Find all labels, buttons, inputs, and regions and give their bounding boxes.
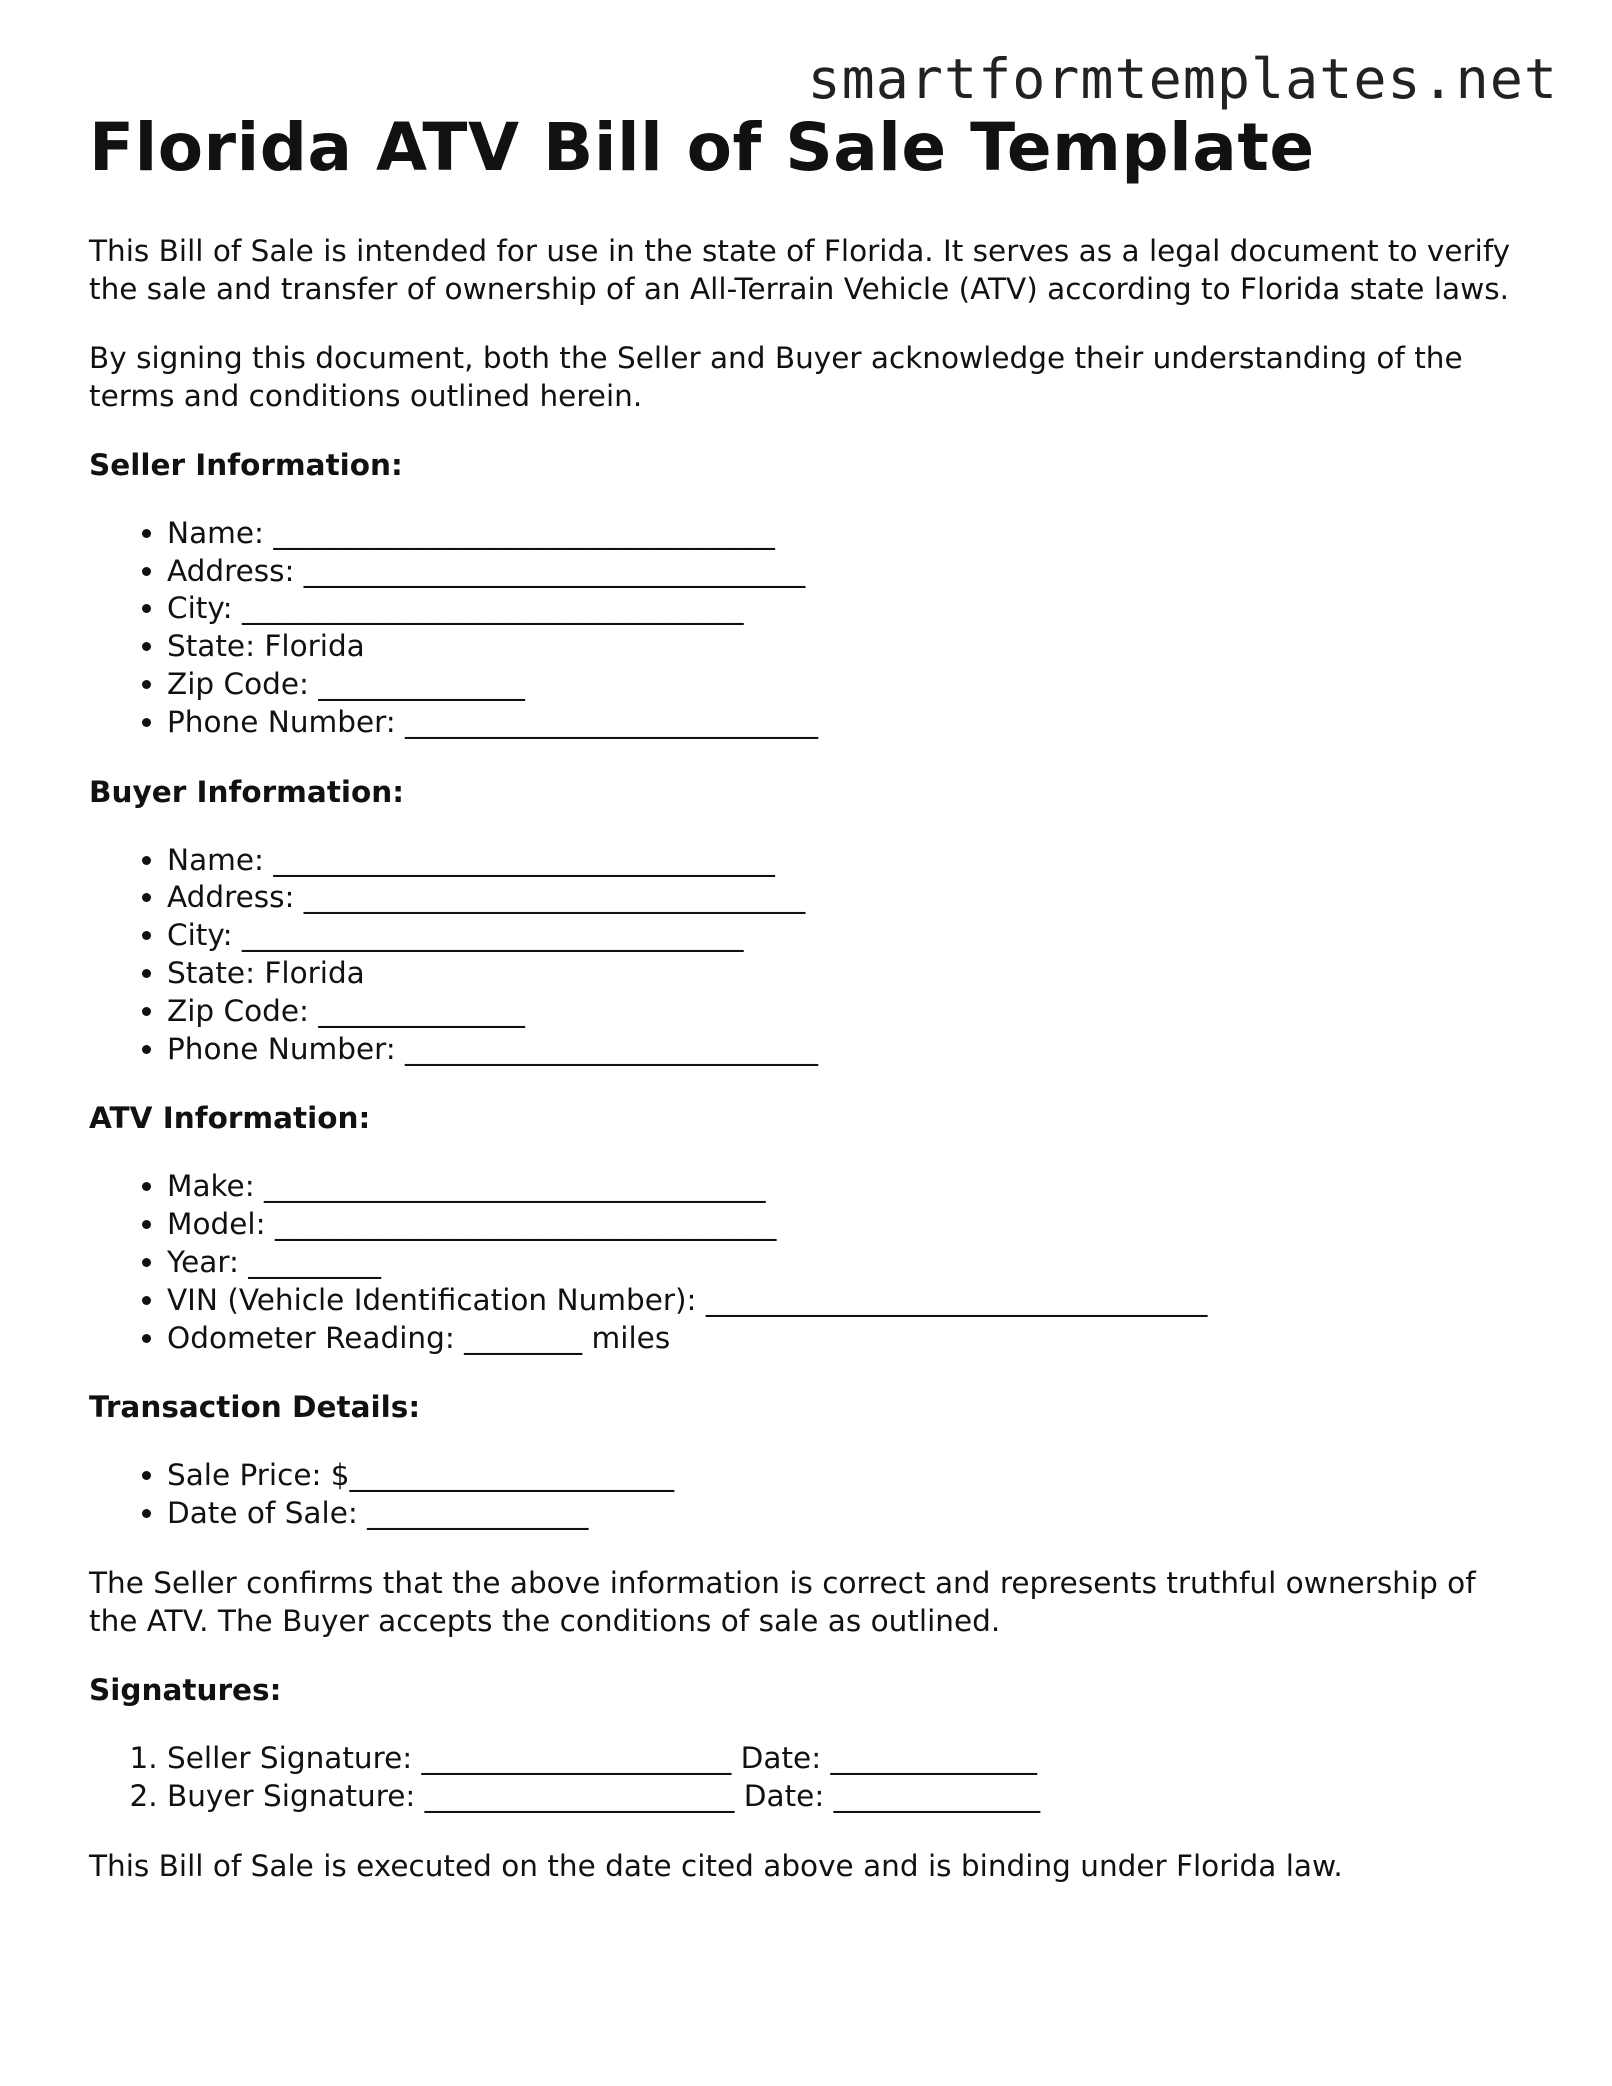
sale-price-field: • Sale Price: $______________________ (167, 1457, 1529, 1495)
atv-odometer-field: • Odometer Reading: ________ miles (167, 1320, 1529, 1358)
buyer-signature-line: 2. Buyer Signature: _____________________ Date: ______________ (167, 1778, 1529, 1816)
atv-year-field: • Year: _________ (167, 1244, 1529, 1282)
buyer-city-field: • City: __________________________________ (167, 917, 1529, 955)
seller-name-field: • Name: __________________________________ (167, 515, 1529, 553)
buyer-name-field: • Name: __________________________________ (167, 842, 1529, 880)
seller-city-field: • City: __________________________________ (167, 590, 1529, 628)
transaction-heading: Transaction Details: (89, 1390, 421, 1425)
acknowledgment-paragraph: By signing this document, both the Seller and Buyer acknowledge their understanding of the terms and conditions outlined herein. (89, 340, 1463, 413)
atv-heading: ATV Information: (89, 1101, 371, 1136)
buyer-zip-field: • Zip Code: ______________ (167, 993, 1529, 1031)
atv-info-list (89, 1168, 1529, 1357)
transaction-list (89, 1457, 1529, 1533)
seller-signature-line: 1. Seller Signature: _____________________ Date: ______________ (167, 1740, 1529, 1778)
sale-date-field: • Date of Sale: _______________ (167, 1495, 1529, 1533)
seller-address-field: • Address: __________________________________ (167, 553, 1529, 591)
document-page (89, 110, 1529, 1916)
buyer-phone-field: • Phone Number: ____________________________ (167, 1031, 1529, 1069)
seller-info-list (89, 515, 1529, 742)
buyer-address-field: • Address: __________________________________ (167, 879, 1529, 917)
buyer-state-field: • State: Florida (167, 955, 1529, 993)
atv-model-field: • Model: __________________________________ (167, 1206, 1529, 1244)
seller-state-field: • State: Florida (167, 628, 1529, 666)
seller-zip-field: • Zip Code: ______________ (167, 666, 1529, 704)
intro-paragraph: This Bill of Sale is intended for use in the state of Florida. It serves as a legal document to verify the sale and transfer of ownership of an All-Terrain Vehicle (ATV) according to Florida state laws. (89, 233, 1511, 306)
atv-make-field: • Make: __________________________________ (167, 1168, 1529, 1206)
buyer-info-list (89, 842, 1529, 1069)
signatures-heading: Signatures: (89, 1673, 282, 1708)
closing-paragraph: This Bill of Sale is executed on the date cited above and is binding under Florida law. (89, 1848, 1343, 1883)
confirmation-paragraph: The Seller confirms that the above information is correct and represents truthful ownership of the ATV. The Buyer accepts the conditions of sale as outlined. (89, 1566, 1476, 1639)
signatures-list (89, 1740, 1529, 1816)
atv-vin-field: • VIN (Vehicle Identification Number): __________________________________ (167, 1282, 1529, 1320)
seller-heading: Seller Information: (89, 447, 403, 482)
buyer-heading: Buyer Information: (89, 774, 405, 809)
seller-phone-field: • Phone Number: ____________________________ (167, 704, 1529, 742)
document-title: Florida ATV Bill of Sale Template (89, 109, 1315, 186)
site-watermark: smartformtemplates.net (807, 47, 1558, 111)
